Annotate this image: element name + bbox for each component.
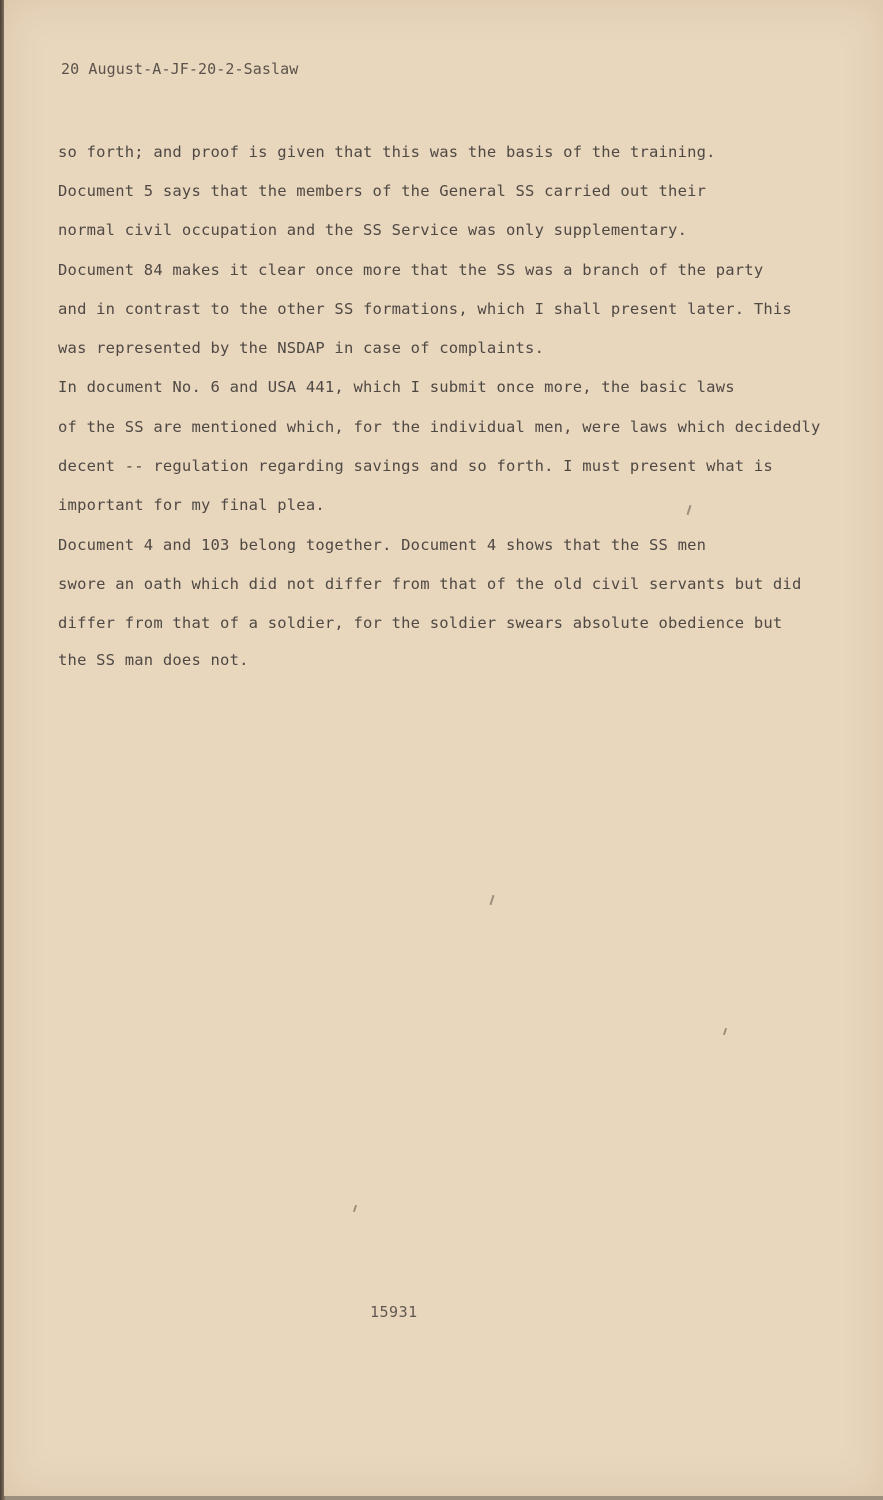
text-line-10: important for my final plea.: [58, 496, 325, 514]
paper-speck: [723, 1028, 727, 1035]
text-line-1: so forth; and proof is given that this was the basis of the training.: [58, 143, 716, 161]
page-number: 15931: [370, 1303, 418, 1321]
text-line-7: In document No. 6 and USA 441, which I submit once more, the basic laws: [58, 378, 735, 396]
text-line-5: and in contrast to the other SS formations, which I shall present later. This: [58, 300, 792, 318]
paper-speck: [490, 895, 495, 905]
text-line-2: Document 5 says that the members of the General SS carried out their: [58, 182, 707, 200]
text-line-4: Document 84 makes it clear once more that the SS was a branch of the party: [58, 261, 764, 279]
paper-speck: [687, 505, 692, 515]
document-header: 20 August-A-JF-20-2-Saslaw: [61, 60, 299, 78]
document-page: [4, 0, 883, 1496]
text-line-14: the SS man does not.: [58, 651, 249, 669]
text-line-12: swore an oath which did not differ from that of the old civil servants but did: [58, 575, 802, 593]
text-line-13: differ from that of a soldier, for the soldier swears absolute obedience but: [58, 614, 783, 632]
text-line-8: of the SS are mentioned which, for the individual men, were laws which decidedly: [58, 418, 821, 436]
paper-speck: [353, 1205, 357, 1212]
text-line-6: was represented by the NSDAP in case of complaints.: [58, 339, 545, 357]
text-line-3: normal civil occupation and the SS Service was only supplementary.: [58, 221, 688, 239]
text-line-11: Document 4 and 103 belong together. Document 4 shows that the SS men: [58, 536, 707, 554]
text-line-9: decent -- regulation regarding savings and so forth. I must present what is: [58, 457, 773, 475]
